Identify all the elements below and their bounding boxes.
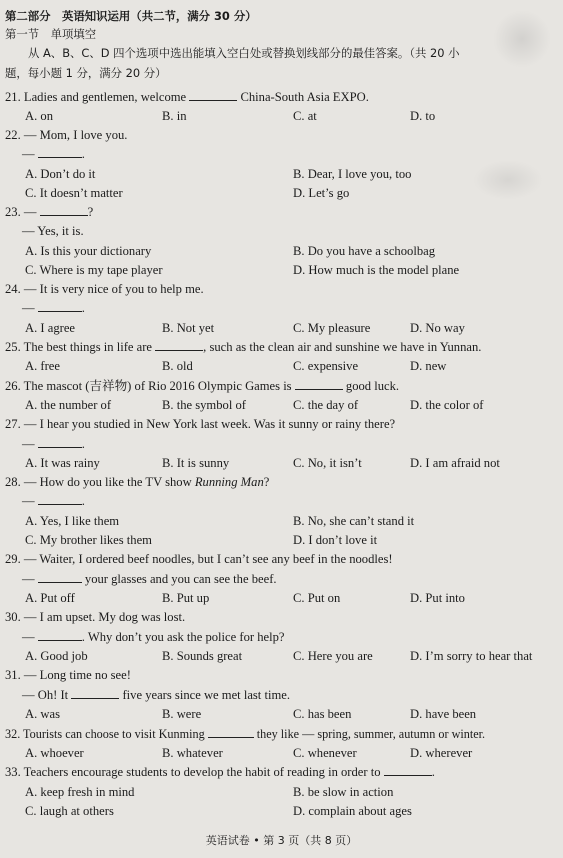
option-c[interactable]: C. My brother likes them [25,533,152,547]
option-d[interactable]: D. No way [410,321,465,335]
option-d[interactable]: D. to [410,109,436,123]
option-c[interactable]: C. the day of [293,398,359,412]
option-d[interactable]: D. Let’s go [293,186,350,200]
option-c[interactable]: C. It doesn’t matter [25,186,123,200]
option-b[interactable]: B. were [162,707,202,721]
answer-blank [208,726,254,738]
answer-blank [38,571,82,583]
question-30-stem: 30. — I am upset. My dog was lost. [5,610,186,624]
option-d[interactable]: D. the color of [410,398,484,412]
option-b[interactable]: B. Put up [162,591,210,605]
question-27-stem: 27. — I hear you studied in New York last week. Was it sunny or rainy there? [5,417,396,431]
question-31-stem: 31. — Long time no see! [5,668,131,682]
option-b[interactable]: B. Sounds great [162,649,243,663]
option-a[interactable]: A. on [25,109,53,123]
option-a[interactable]: A. Is this your dictionary [25,244,152,258]
option-d[interactable]: D. wherever [410,746,473,760]
option-b[interactable]: B. the symbol of [162,398,246,412]
question-33-stem: 33. Teachers encourage students to develop the habit of reading in order to . [5,765,435,779]
option-d[interactable]: D. How much is the model plane [293,263,460,277]
question-21-stem: 21. Ladies and gentlemen, welcome China-South Asia EXPO. [5,90,369,104]
question-22-stem: 22. — Mom, I love you. [5,128,128,142]
option-c[interactable]: C. Here you are [293,649,373,663]
answer-blank [38,436,82,448]
answer-blank [38,146,82,158]
answer-blank [384,764,432,776]
question-28-response: — . [22,494,85,508]
question-27-response: — . [22,437,85,451]
option-a[interactable]: A. Put off [25,591,75,605]
answer-blank [295,378,343,390]
option-d[interactable]: D. complain about ages [293,804,412,818]
option-c[interactable]: C. laugh at others [25,804,114,818]
question-23-stem: 23. — ? [5,205,94,219]
option-b[interactable]: B. be slow in action [293,785,394,799]
answer-blank [155,339,203,351]
option-a[interactable]: A. Yes, I like them [25,514,120,528]
option-d[interactable]: D. I’m sorry to hear that [410,649,533,663]
question-29-stem: 29. — Waiter, I ordered beef noodles, but I can’t see any beef in the noodles! [5,552,393,566]
question-30-response: — . Why don’t you ask the police for help? [22,630,285,644]
question-25-stem: 25. The best things in life are , such as the clean air and sunshine we have in Yunnan. [5,340,482,354]
option-a[interactable]: A. I agree [25,321,75,335]
option-a[interactable]: A. Good job [25,649,88,663]
option-a[interactable]: A. was [25,707,60,721]
option-a[interactable]: A. It was rainy [25,456,100,470]
option-c[interactable]: C. at [293,109,317,123]
page-footer: 英语试卷 • 第 3 页（共 8 页） [205,834,358,847]
option-b[interactable]: B. Not yet [162,321,215,335]
show-through-mark [473,160,543,200]
option-d[interactable]: D. new [410,359,447,373]
option-c[interactable]: C. has been [293,707,352,721]
question-24-stem: 24. — It is very nice of you to help me. [5,282,204,296]
question-24-response: — . [22,301,85,315]
option-b[interactable]: B. Dear, I love you, too [293,167,412,181]
option-c[interactable]: C. whenever [293,746,357,760]
answer-blank [38,493,82,505]
answer-blank [38,300,82,312]
section-heading: 第一节 单项填空 [5,27,97,41]
question-32-stem: 32. Tourists can choose to visit Kunming they like — spring, summer, autumn or winter. [5,727,486,741]
question-23-response: — Yes, it is. [22,224,84,238]
option-d[interactable]: D. Put into [410,591,465,605]
option-c[interactable]: C. My pleasure [293,321,371,335]
option-d[interactable]: D. I don’t love it [293,533,378,547]
option-d[interactable]: D. I am afraid not [410,456,500,470]
option-a[interactable]: A. Don’t do it [25,167,96,181]
option-b[interactable]: B. No, she can’t stand it [293,514,415,528]
instructions-line-2: 题，每小题 1 分，满分 20 分） [5,66,167,80]
option-a[interactable]: A. free [25,359,60,373]
answer-blank [189,89,237,101]
answer-blank [40,204,88,216]
option-c[interactable]: C. Where is my tape player [25,263,163,277]
option-b[interactable]: B. Do you have a schoolbag [293,244,435,258]
option-b[interactable]: B. old [162,359,193,373]
question-22-response: — . [22,147,85,161]
option-a[interactable]: A. the number of [25,398,112,412]
instructions-line-1: 从 A、B、C、D 四个选项中选出能填入空白处或替换划线部分的最佳答案。（共 20 小 [28,46,460,60]
question-28-stem: 28. — How do you like the TV show Running Man? [5,475,270,489]
option-a[interactable]: A. keep fresh in mind [25,785,135,799]
answer-blank [71,687,119,699]
option-d[interactable]: D. have been [410,707,477,721]
answer-blank [38,629,82,641]
part-heading: 第二部分 英语知识运用（共二节，满分 30 分） [5,9,257,23]
option-a[interactable]: A. whoever [25,746,84,760]
option-b[interactable]: B. It is sunny [162,456,230,470]
question-26-stem: 26. The mascot (吉祥物) of Rio 2016 Olympic Games is good luck. [5,379,400,393]
option-c[interactable]: C. No, it isn’t [293,456,362,470]
question-29-response: — your glasses and you can see the beef. [22,572,277,586]
question-31-response: — Oh! It five years since we met last time. [22,688,290,702]
option-c[interactable]: C. expensive [293,359,359,373]
option-b[interactable]: B. in [162,109,187,123]
option-c[interactable]: C. Put on [293,591,341,605]
option-b[interactable]: B. whatever [162,746,223,760]
